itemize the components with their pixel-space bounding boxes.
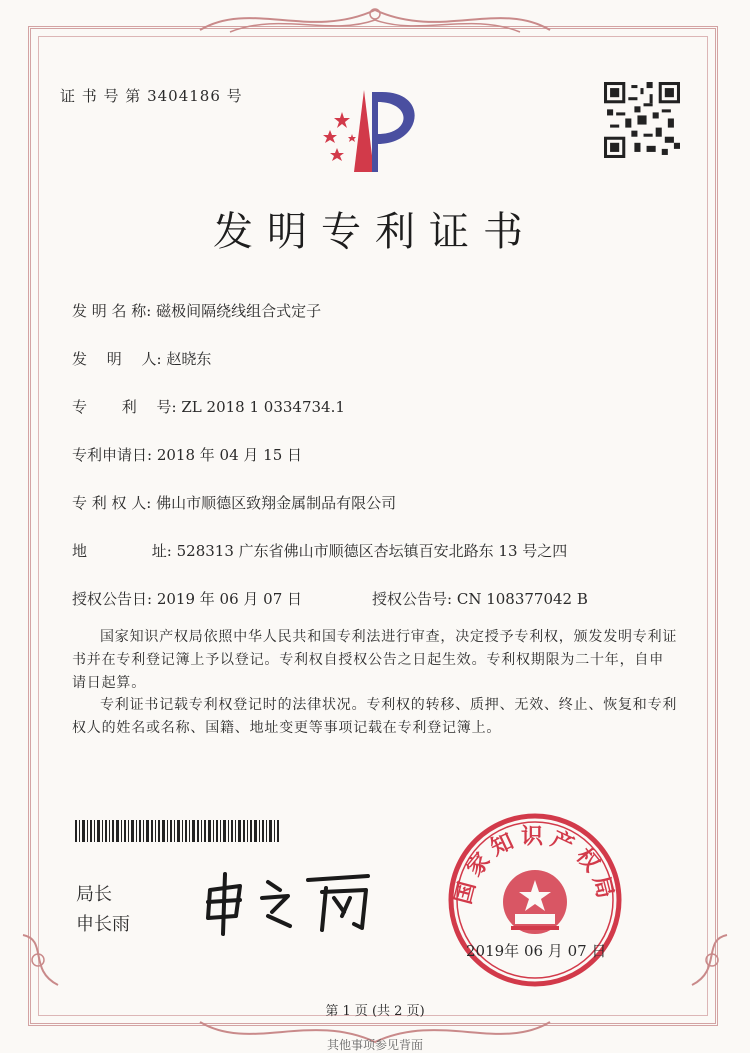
- corner-ornament-right: [672, 930, 732, 990]
- corner-ornament-left: [18, 930, 78, 990]
- field-patentee: [72, 492, 396, 513]
- director-signature: [198, 868, 378, 938]
- field-value: 528313 广东省佛山市顺德区杏坛镇百安北路东 13 号之四: [176, 542, 568, 560]
- seal-text: 国家知识产权局: [451, 824, 619, 907]
- top-ornament: [190, 0, 560, 40]
- field-label: 发 明 名 称:: [72, 302, 152, 320]
- field-grant-date: [72, 588, 302, 609]
- certificate-number: 证 书 号 第 3404186 号: [60, 87, 243, 105]
- certificate-title: 发明专利证书: [213, 209, 537, 255]
- field-value: 2018 年 04 月 15 日: [156, 446, 303, 464]
- director-title: 局长: [76, 884, 112, 905]
- field-label: 发 明 人:: [72, 350, 162, 368]
- footer-note: 其他事项参见背面: [326, 1038, 423, 1052]
- field-patent-number: [72, 396, 345, 417]
- field-label: 专 利 权 人:: [72, 494, 152, 512]
- statement-paragraph: 专利证书记载专利权登记时的法律状况。专利权的转移、质押、无效、终止、恢复和专利权人的姓名或名称、国籍、地址变更等事项记载在专利登记簿上。: [72, 697, 678, 736]
- field-value: ZL 2018 1 0334734.1: [181, 398, 345, 416]
- field-label: 授权公告日:: [72, 590, 153, 608]
- field-value: 赵晓东: [166, 350, 212, 368]
- field-label: 专 利 号:: [72, 398, 177, 416]
- qr-code: [604, 82, 680, 158]
- field-label: 授权公告号:: [372, 590, 453, 608]
- official-seal: [445, 810, 625, 990]
- patent-office-logo: [312, 82, 432, 182]
- field-invention-name: [72, 300, 321, 321]
- field-value: 磁极间隔绕线组合式定子: [156, 302, 322, 320]
- field-application-date: [72, 444, 302, 465]
- field-value: 2019 年 06 月 07 日: [156, 590, 303, 608]
- field-label: 专利申请日:: [72, 446, 153, 464]
- seal-date: 2019年 06 月 07 日: [466, 942, 607, 960]
- field-label: 地 址:: [72, 542, 172, 560]
- field-inventor: [72, 348, 211, 369]
- field-value: CN 108377042 B: [456, 590, 588, 608]
- field-value: 佛山市顺德区致翔金属制品有限公司: [156, 494, 397, 512]
- barcode: [75, 820, 279, 842]
- field-address: [72, 540, 567, 561]
- page-indicator: 第 1 页 (共 2 页): [325, 1004, 425, 1019]
- statement-paragraph: 国家知识产权局依照中华人民共和国专利法进行审查，决定授予专利权，颁发发明专利证书并在专利登记簿上予以登记。专利权自授权公告之日起生效。专利权期限为二十年，自申请日起算。: [72, 629, 678, 691]
- director-name: 申长雨: [76, 914, 130, 935]
- field-grant-number: [372, 588, 588, 609]
